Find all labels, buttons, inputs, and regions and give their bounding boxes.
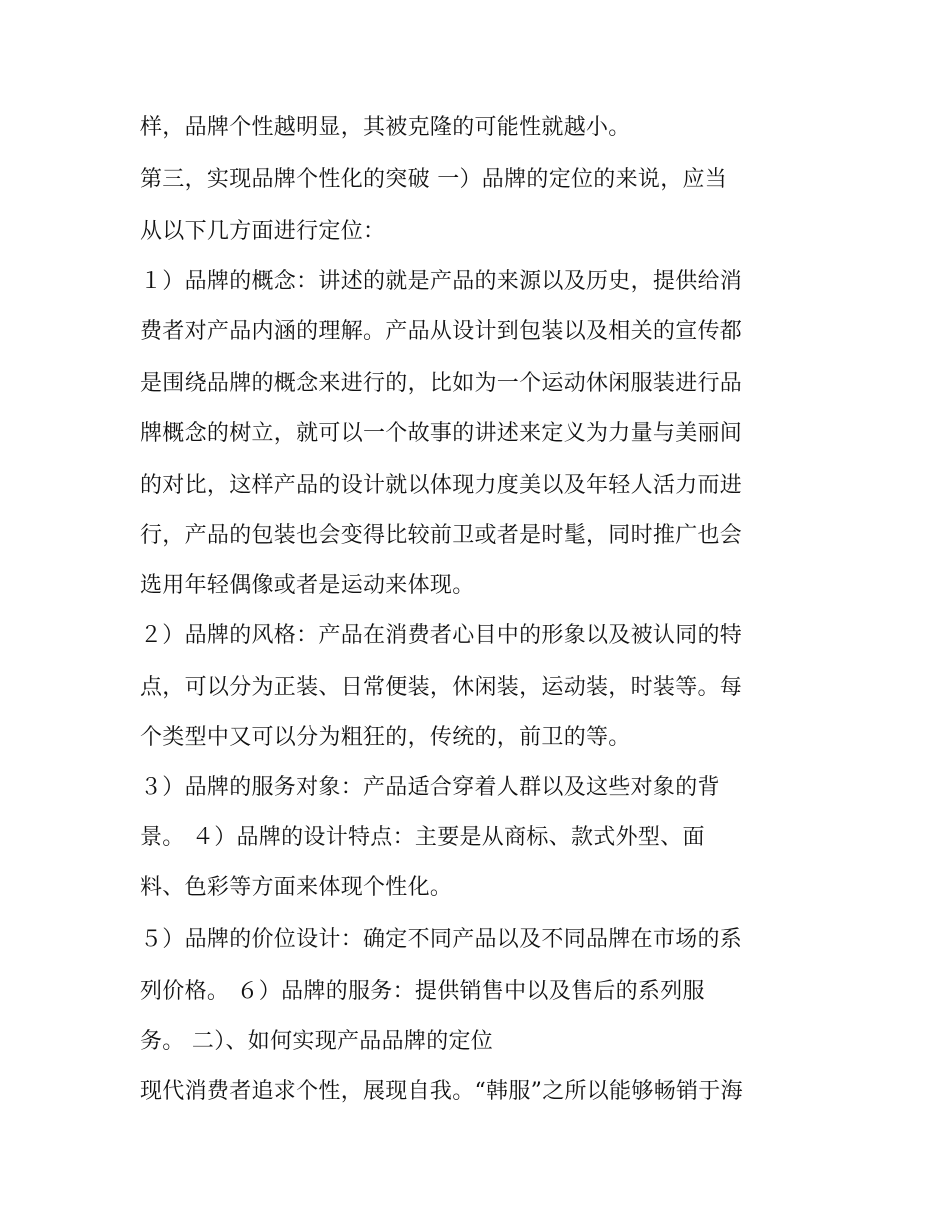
text-line: ２）品牌的风格：产品在消费者心目中的形象以及被认同的特 bbox=[140, 623, 743, 648]
text-line: 费者对产品内涵的理解。产品从设计到包装以及相关的宣传都 bbox=[140, 319, 743, 344]
text-line: 现代消费者追求个性，展现自我。“韩服”之所以能够畅销于海 bbox=[140, 1079, 743, 1104]
text-line: 务。 二）、如何实现产品品牌的定位 bbox=[140, 1029, 494, 1054]
text-line: 第三，实现品牌个性化的突破 一）品牌的定位的来说，应当 bbox=[140, 167, 728, 192]
text-line: 景。 ４）品牌的设计特点：主要是从商标、款式外型、面 bbox=[140, 825, 705, 850]
text-line: ３）品牌的服务对象：产品适合穿着人群以及这些对象的背 bbox=[140, 775, 720, 800]
text-line: 是围绕品牌的概念来进行的，比如为一个运动休闲服装进行品 bbox=[140, 371, 743, 396]
text-line: ５）品牌的价位设计：确定不同产品以及不同品牌在市场的系 bbox=[140, 927, 743, 952]
text-line: 个类型中又可以分为粗狂的，传统的，前卫的等。 bbox=[140, 725, 631, 750]
text-line: 的对比，这样产品的设计就以体现力度美以及年轻人活力而进 bbox=[140, 473, 743, 498]
text-line: 从以下几方面进行定位： bbox=[140, 219, 386, 244]
text-line: 料、色彩等方面来体现个性化。 bbox=[140, 875, 453, 900]
text-line: 样，品牌个性越明显，其被克隆的可能性就越小。 bbox=[140, 115, 631, 140]
text-line: 牌概念的树立，就可以一个故事的讲述来定义为力量与美丽间 bbox=[140, 421, 743, 446]
text-line: １）品牌的概念：讲述的就是产品的来源以及历史，提供给消 bbox=[140, 269, 743, 294]
text-line: 行，产品的包装也会变得比较前卫或者是时髦，同时推广也会 bbox=[140, 523, 743, 548]
text-line: 列价格。 ６）品牌的服务：提供销售中以及售后的系列服 bbox=[140, 979, 705, 1004]
text-line: 选用年轻偶像或者是运动来体现。 bbox=[140, 573, 475, 598]
text-line: 点，可以分为正装、日常便装，休闲装，运动装，时装等。每 bbox=[140, 675, 743, 700]
